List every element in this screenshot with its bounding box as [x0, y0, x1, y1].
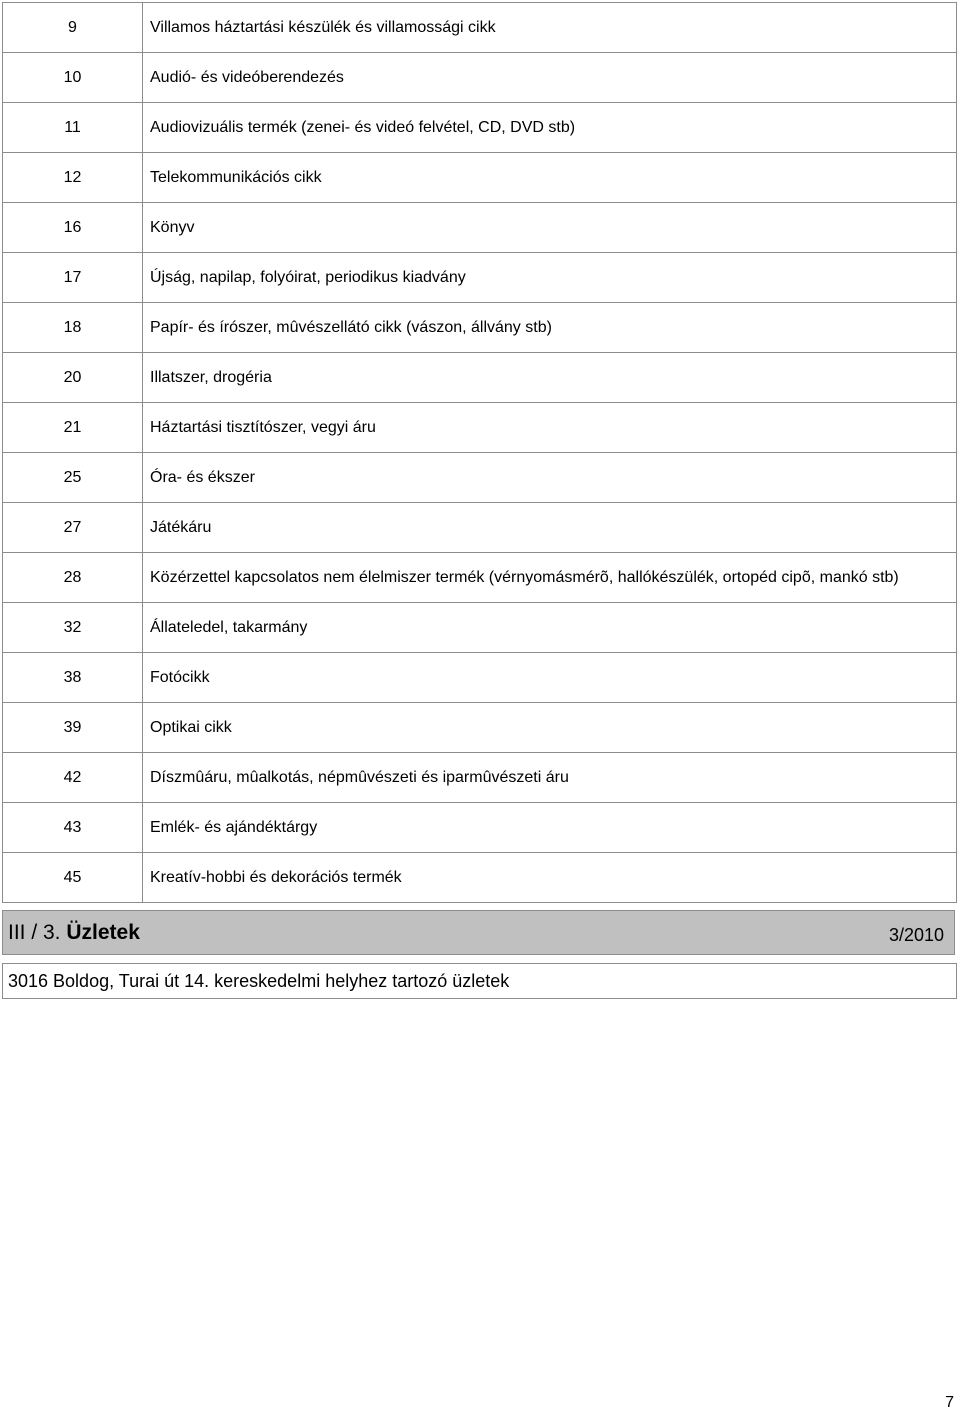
category-description: Audiovizuális termék (zenei- és videó felvétel, CD, DVD stb) — [143, 103, 957, 153]
category-description: Emlék- és ajándéktárgy — [143, 803, 957, 853]
table-row — [3, 653, 957, 703]
section-date: 3/2010 — [888, 925, 944, 945]
table-row — [3, 153, 957, 203]
category-code: 20 — [3, 353, 143, 403]
address-box — [2, 963, 957, 999]
table-row — [3, 603, 957, 653]
category-code: 12 — [3, 153, 143, 203]
address-text: 3016 Boldog, Turai út 14. kereskedelmi helyhez tartozó üzletek — [8, 971, 510, 991]
category-code: 32 — [3, 603, 143, 653]
category-description: Játékáru — [143, 503, 957, 553]
category-code: 38 — [3, 653, 143, 703]
category-code: 45 — [3, 853, 143, 903]
category-code: 25 — [3, 453, 143, 503]
table-row — [3, 453, 957, 503]
table-row — [3, 3, 957, 53]
section-header-bar — [2, 910, 955, 955]
page-number: 7 — [945, 1394, 954, 1411]
table-row — [3, 753, 957, 803]
category-code: 11 — [3, 103, 143, 153]
table-row — [3, 103, 957, 153]
category-description: Óra- és ékszer — [143, 453, 957, 503]
table-row — [3, 353, 957, 403]
category-code: 42 — [3, 753, 143, 803]
category-description: Állateledel, takarmány — [143, 603, 957, 653]
product-category-table — [2, 2, 957, 903]
category-description: Illatszer, drogéria — [143, 353, 957, 403]
table-row — [3, 203, 957, 253]
category-description: Optikai cikk — [143, 703, 957, 753]
category-code: 21 — [3, 403, 143, 453]
table-row — [3, 553, 957, 603]
table-row — [3, 403, 957, 453]
category-description: Közérzettel kapcsolatos nem élelmiszer termék (vérnyomásmérõ, hallókészülék, ortopéd cipõ, mankó stb) — [143, 553, 957, 603]
section-title — [8, 921, 140, 945]
category-code: 43 — [3, 803, 143, 853]
category-code: 28 — [3, 553, 143, 603]
table-row — [3, 853, 957, 903]
table-row — [3, 703, 957, 753]
category-code: 27 — [3, 503, 143, 553]
category-description: Könyv — [143, 203, 957, 253]
category-code: 17 — [3, 253, 143, 303]
table-row — [3, 503, 957, 553]
category-code: 18 — [3, 303, 143, 353]
category-description: Kreatív-hobbi és dekorációs termék — [143, 853, 957, 903]
table-row — [3, 253, 957, 303]
category-code: 39 — [3, 703, 143, 753]
section-number: III / 3. — [8, 921, 61, 944]
category-description: Audió- és videóberendezés — [143, 53, 957, 103]
table-row — [3, 803, 957, 853]
category-code: 16 — [3, 203, 143, 253]
category-description: Újság, napilap, folyóirat, periodikus kiadvány — [143, 253, 957, 303]
category-description: Telekommunikációs cikk — [143, 153, 957, 203]
table-row — [3, 53, 957, 103]
category-description: Háztartási tisztítószer, vegyi áru — [143, 403, 957, 453]
category-description: Villamos háztartási készülék és villamossági cikk — [143, 3, 957, 53]
table-row — [3, 303, 957, 353]
category-description: Díszmûáru, mûalkotás, népmûvészeti és iparmûvészeti áru — [143, 753, 957, 803]
category-code: 10 — [3, 53, 143, 103]
category-description: Fotócikk — [143, 653, 957, 703]
section-name: Üzletek — [66, 921, 140, 944]
category-description: Papír- és írószer, mûvészellátó cikk (vászon, állvány stb) — [143, 303, 957, 353]
category-code: 9 — [3, 3, 143, 53]
